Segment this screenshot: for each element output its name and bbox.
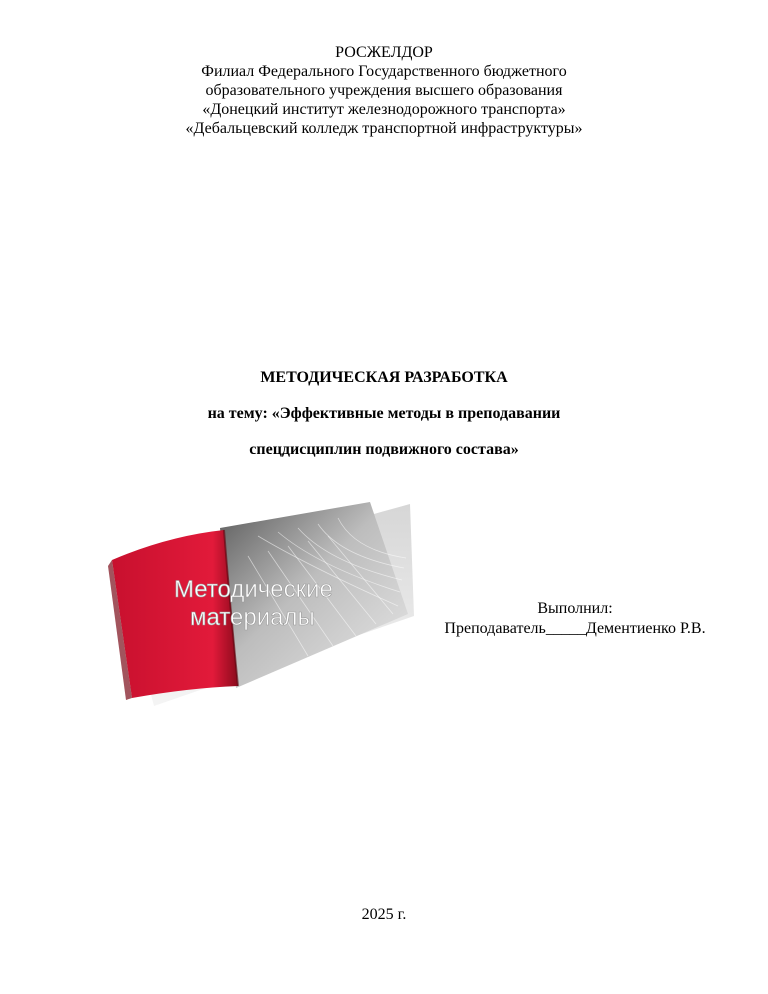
document-title: МЕТОДИЧЕСКАЯ РАЗРАБОТКА	[260, 369, 508, 386]
document-topic-line-1: на тему: «Эффективные методы в преподавании	[207, 405, 561, 422]
book-caption-line-2: материалы	[190, 604, 315, 631]
methodical-materials-book-image	[108, 496, 416, 708]
signature-author: Преподаватель_____Дементиенко Р.В.	[444, 620, 706, 637]
document-year: 2025 г.	[361, 906, 407, 923]
header-line-2: Филиал Федерального Государственного бюджетного	[201, 63, 567, 80]
organization-header	[0, 43, 768, 138]
header-line-3: образовательного учреждения высшего образования	[205, 82, 563, 99]
author-signature	[420, 599, 730, 639]
signature-label: Выполнил:	[537, 600, 613, 617]
document-topic-line-2: спецдисциплин подвижного состава»	[249, 441, 519, 458]
header-line-1: РОСЖЕЛДОР	[335, 44, 433, 61]
header-line-4: «Донецкий институт железнодорожного транспорта»	[202, 101, 566, 118]
header-line-5: «Дебальцевский колледж транспортной инфраструктуры»	[185, 120, 583, 137]
book-illustration	[108, 496, 416, 708]
book-caption-line-1: Методические	[174, 576, 333, 603]
